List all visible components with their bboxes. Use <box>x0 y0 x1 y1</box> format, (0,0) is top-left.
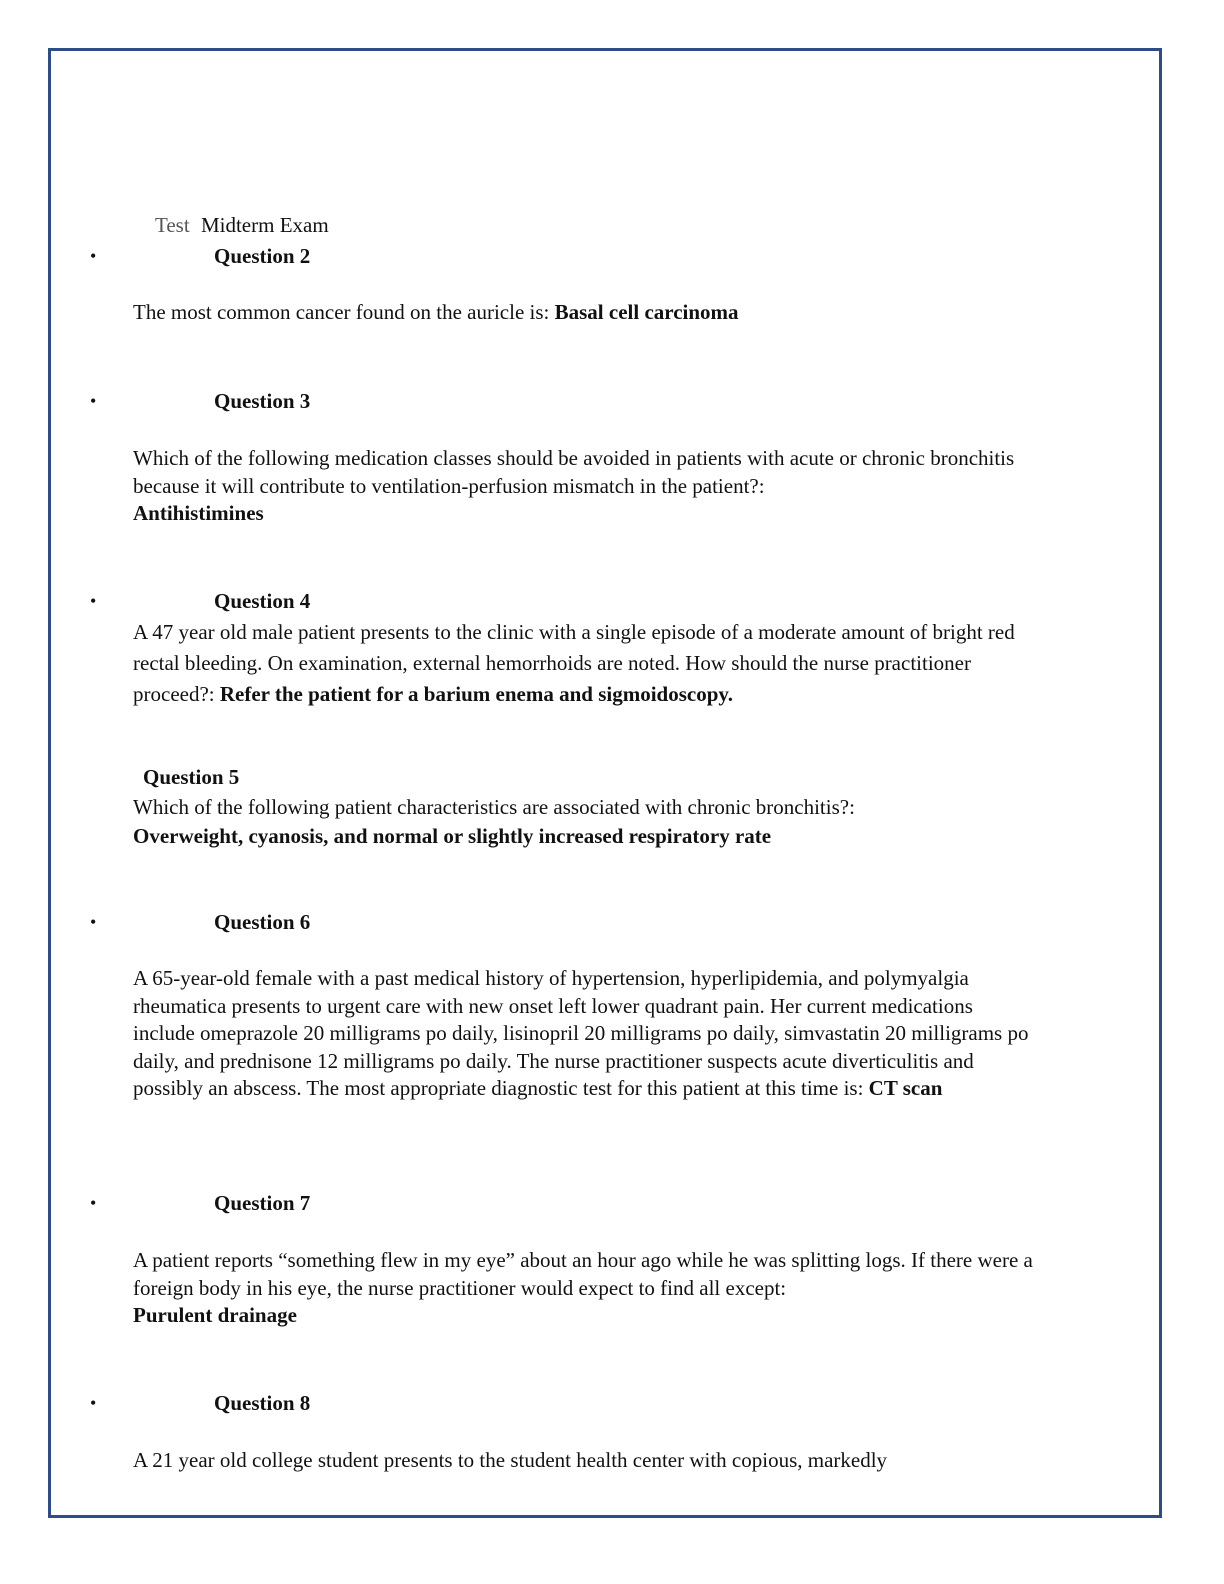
question-body <box>133 299 1033 327</box>
question-answer: CT scan <box>868 1076 943 1100</box>
question-body <box>133 617 1033 710</box>
question-answer: Refer the patient for a barium enema and sigmoidoscopy. <box>219 682 734 706</box>
question-title: Question 5 <box>143 765 240 789</box>
bullet-icon: • <box>90 912 97 932</box>
question-title: Question 2 <box>214 244 311 268</box>
question-title: Question 6 <box>214 910 311 934</box>
test-label: Test <box>155 213 190 237</box>
question-text: Which of the following medication classes should be avoided in patients with acute or chronic bronchitis because it will contribute to ventilation-perfusion mismatch in the patient?: <box>133 446 1015 498</box>
bullet-icon: • <box>90 1193 97 1213</box>
question-title: Question 3 <box>214 389 311 413</box>
question-body <box>133 965 1033 1103</box>
question-text: A patient reports “something flew in my eye” about an hour ago while he was splitting logs. If there were a foreign body in his eye, the nurse practitioner would expect to find all except: <box>133 1248 1033 1300</box>
question-title: Question 8 <box>214 1391 311 1415</box>
question-answer: Antihistimines <box>133 501 264 525</box>
bullet-icon: • <box>90 391 97 411</box>
question-title: Question 4 <box>214 589 311 613</box>
question-answer: Purulent drainage <box>133 1303 297 1327</box>
exam-header <box>155 212 329 239</box>
question-text: Which of the following patient characteristics are associated with chronic bronchitis?: <box>133 795 855 819</box>
bullet-icon: • <box>90 591 97 611</box>
question-body <box>133 793 1033 851</box>
question-text: A 65-year-old female with a past medical history of hypertension, hyperlipidemia, and polymyalgia rheumatica presents to urgent care with new onset left lower quadrant pain. Her current medications include omeprazole 20 milligrams po daily, lisinopril 20 milligrams po daily, simvastatin 20 milligrams po daily, and prednisone 12 milligrams po daily. The nurse practitioner suspects acute diverticulitis and possibly an abscess. The most appropriate diagnostic test for this patient at this time is: <box>133 966 1029 1100</box>
question-text: The most common cancer found on the auricle is: <box>133 300 555 324</box>
question-text: A 21 year old college student presents to the student health center with copious, markedly <box>133 1448 888 1472</box>
question-body <box>133 445 1033 528</box>
exam-title: Midterm Exam <box>200 213 329 237</box>
question-body <box>133 1247 1033 1330</box>
question-answer: Basal cell carcinoma <box>554 300 739 324</box>
question-body <box>133 1447 1033 1475</box>
question-title: Question 7 <box>214 1191 311 1215</box>
question-answer: Overweight, cyanosis, and normal or slightly increased respiratory rate <box>133 824 772 848</box>
bullet-icon: • <box>90 246 97 266</box>
question-text: A 47 year old male patient presents to the clinic with a single episode of a moderate amount of bright red rectal bleeding. On examination, external hemorrhoids are noted. How should the nurse practitioner proceed?: <box>133 620 1015 706</box>
bullet-icon: • <box>90 1393 97 1413</box>
